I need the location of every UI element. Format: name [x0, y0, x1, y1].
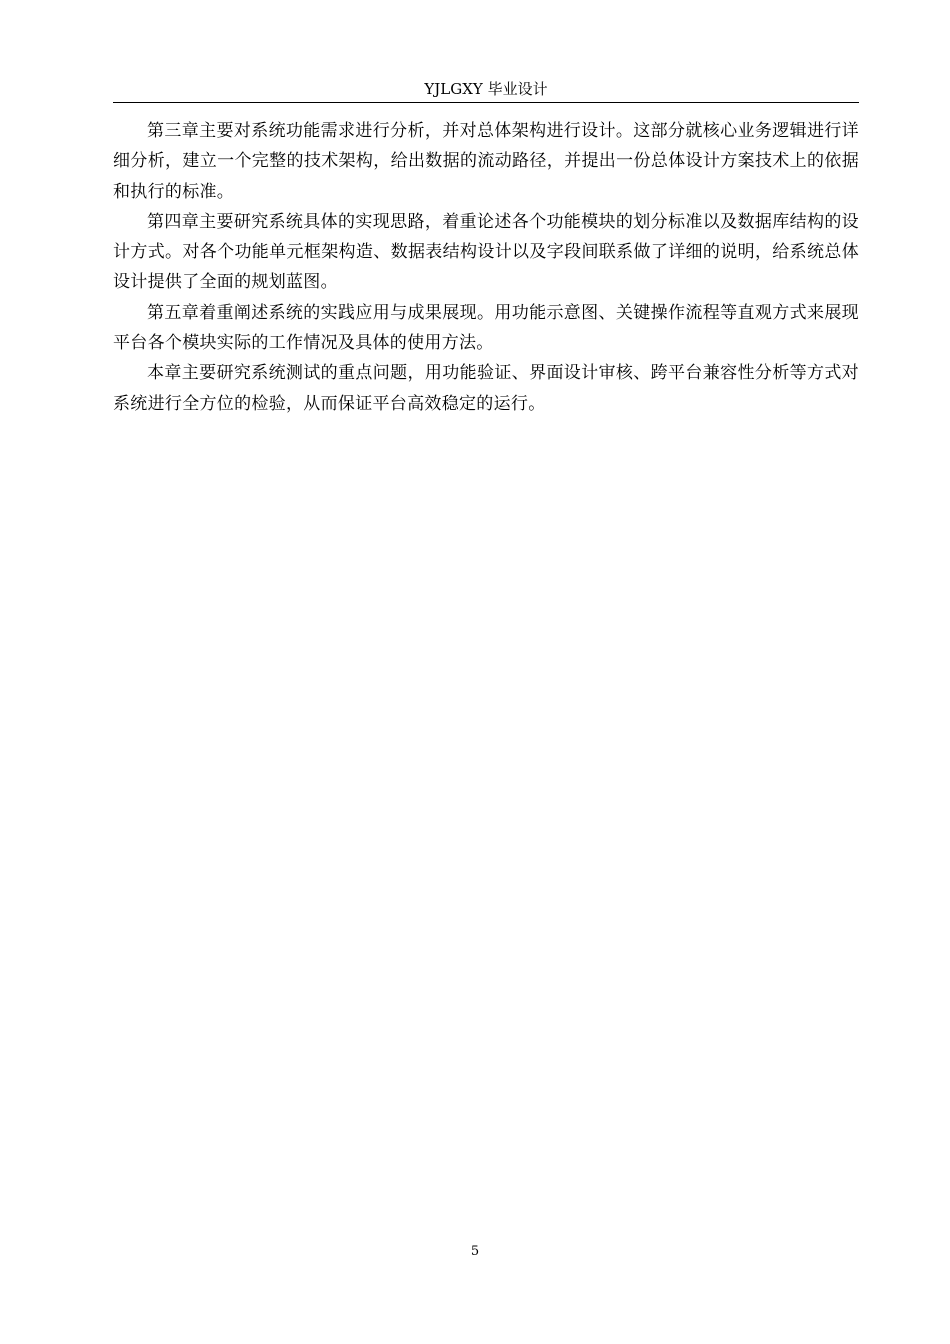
page-header — [113, 78, 859, 103]
paragraph-chapter-3: 第三章主要对系统功能需求进行分析，并对总体架构进行设计。这部分就核心业务逻辑进行详细分析，建立一个完整的技术架构，给出数据的流动路径，并提出一份总体设计方案技术上的依据和执行的标准。 — [113, 121, 859, 202]
page-number: 5 — [470, 1244, 480, 1259]
paragraph-chapter-5: 第五章着重阐述系统的实践应用与成果展现。用功能示意图、关键操作流程等直观方式来展现平台各个模块实际的工作情况及具体的使用方法。 — [113, 302, 859, 354]
paragraph-chapter-4: 第四章主要研究系统具体的实现思路，着重论述各个功能模块的划分标准以及数据库结构的设计方式。对各个功能单元框架构造、数据表结构设计以及字段间联系做了详细的说明，给系统总体设计提供了全面的规划蓝图。 — [113, 211, 859, 293]
header-title: YJLGXY 毕业设计 — [424, 80, 548, 98]
body-text — [113, 116, 859, 419]
paragraph-chapter-6: 本章主要研究系统测试的重点问题，用功能验证、界面设计审核、跨平台兼容性分析等方式对系统进行全方位的检验，从而保证平台高效稳定的运行。 — [113, 363, 859, 414]
